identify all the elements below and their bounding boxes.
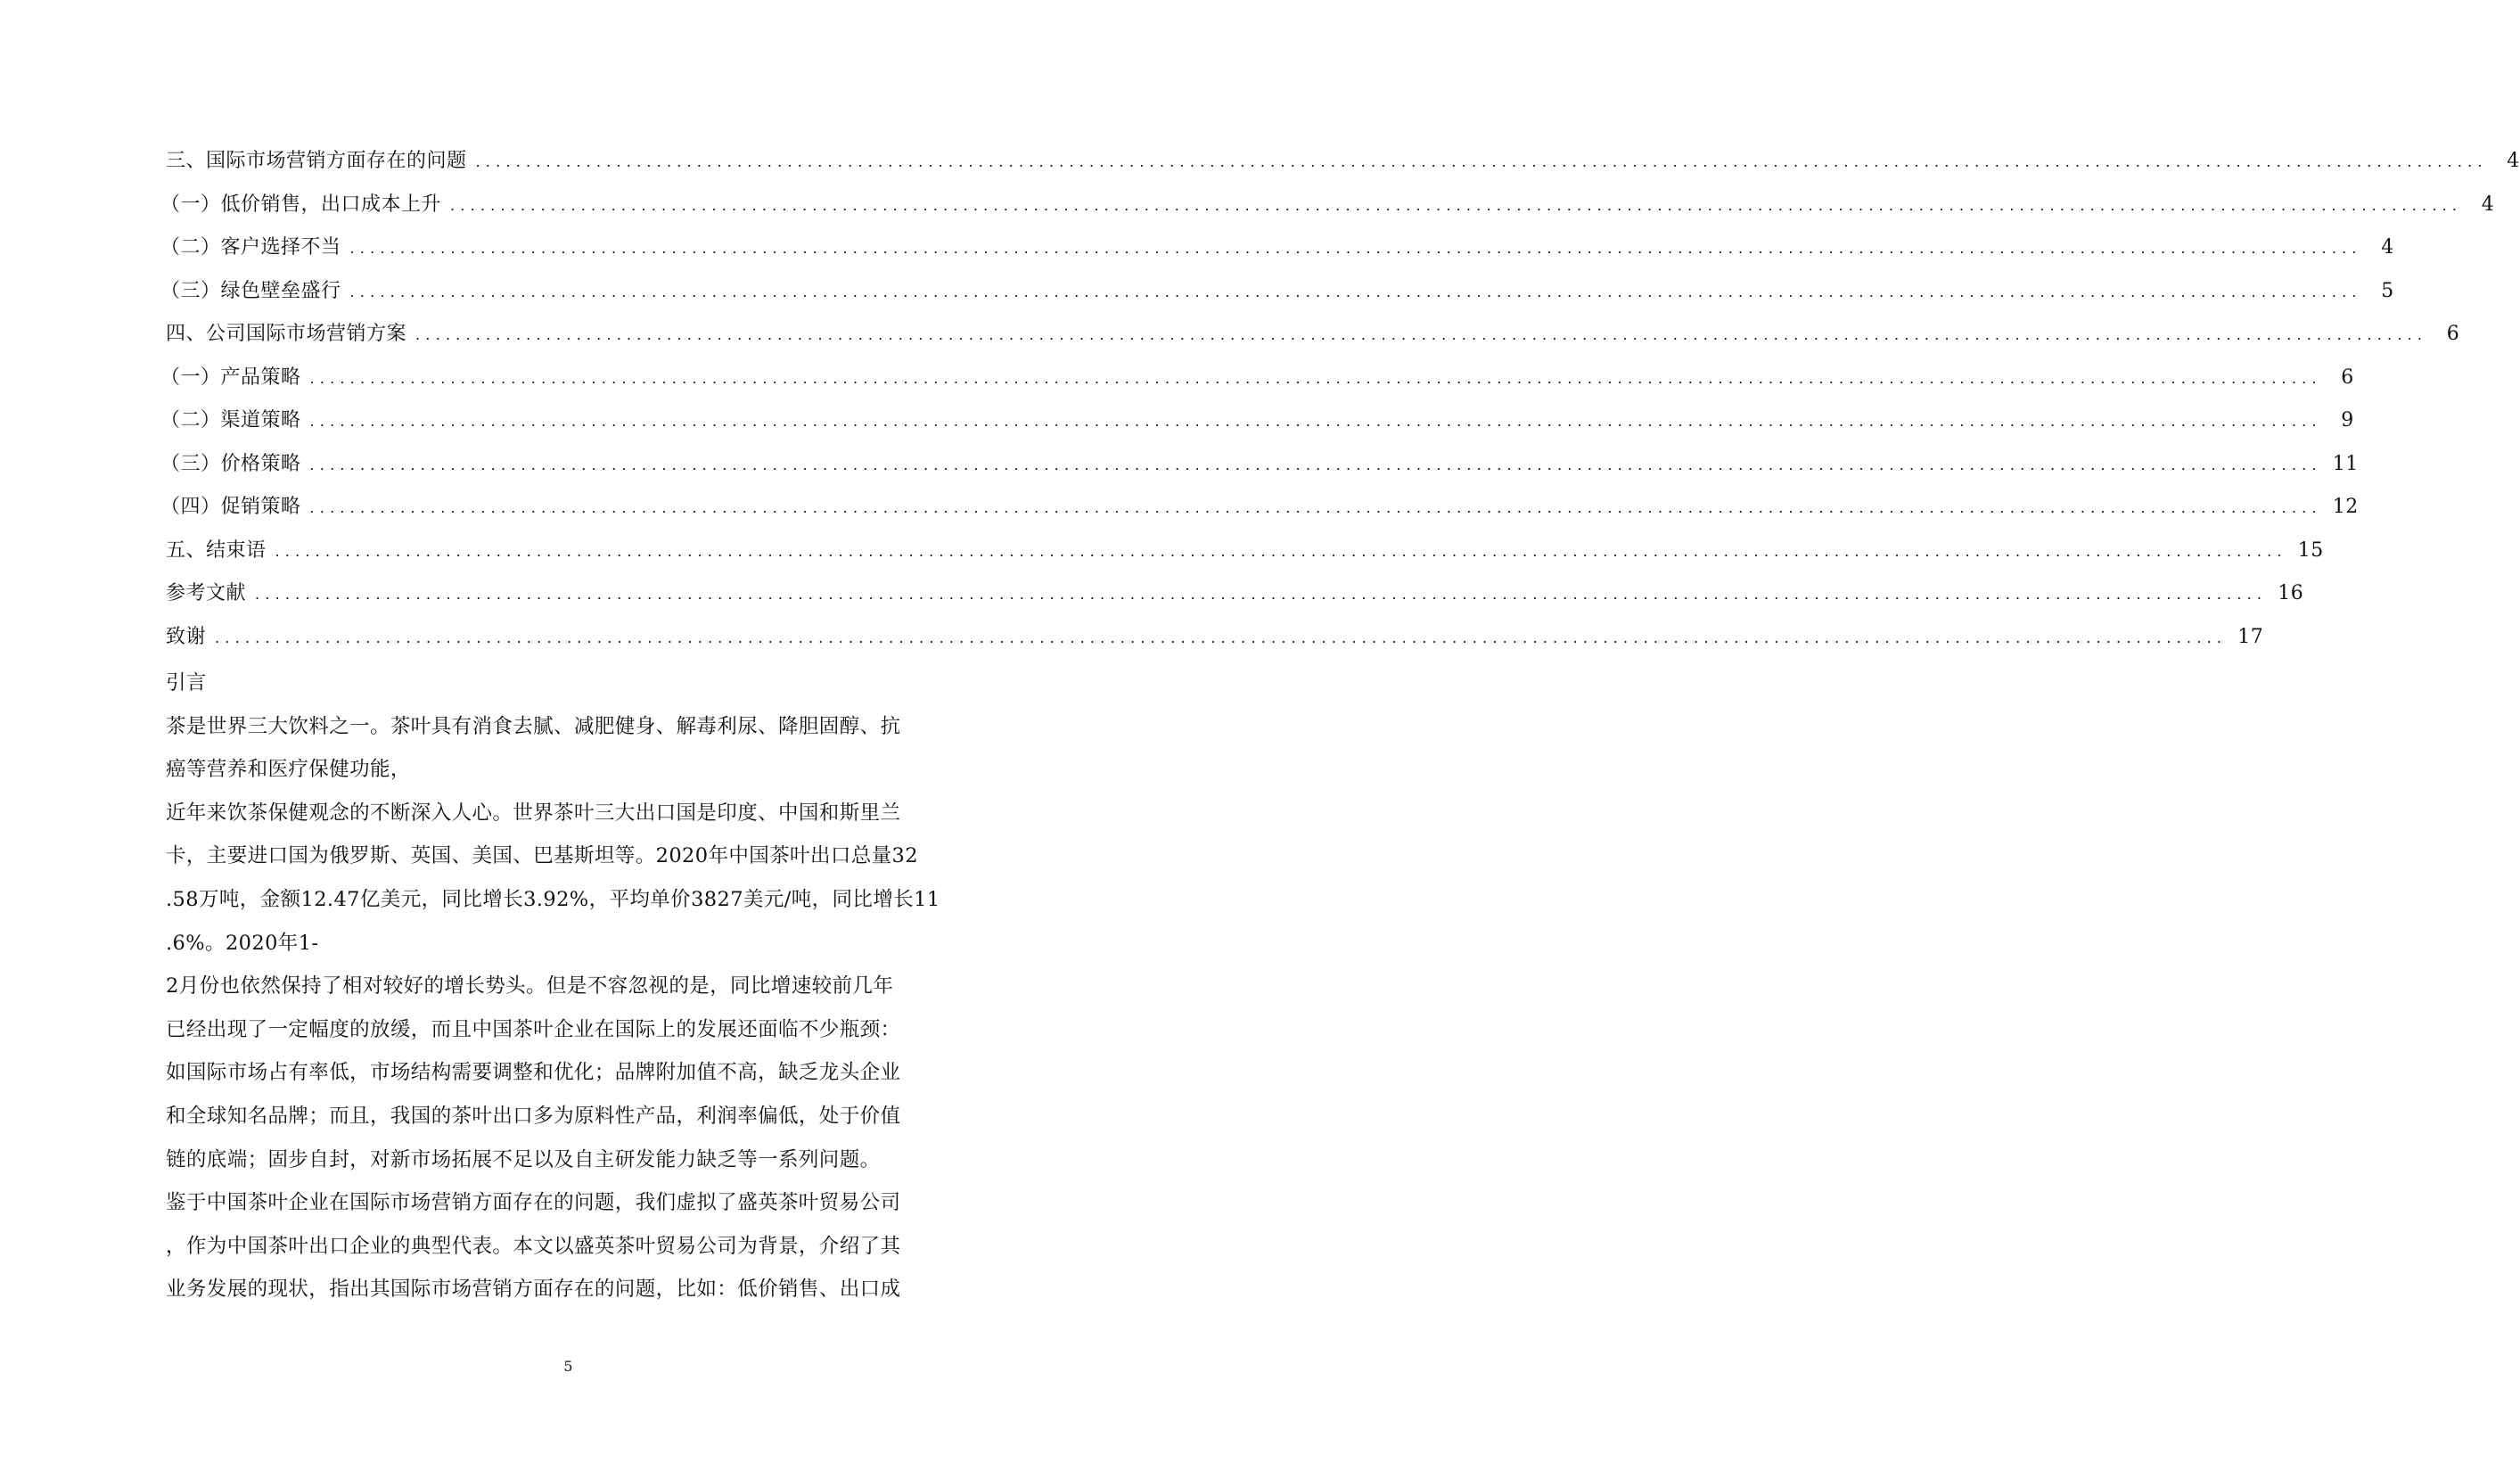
toc-entry-page: 6 <box>2341 366 2354 389</box>
toc-entry-title: （二）客户选择不当 <box>160 236 341 259</box>
paragraph-line: 链的底端；固步自封，对新市场拓展不足以及自主研发能力缺乏等一系列问题。 <box>166 1147 881 1171</box>
toc-dot-leader: ........................................................................................................................................................................................................ <box>255 586 2268 603</box>
toc-dot-leader: ........................................................................................................................................................................................................ <box>309 456 2322 473</box>
paragraph-line: 和全球知名品牌；而且，我国的茶叶出口多为原料性产品，利润率偏低，处于价值 <box>166 1104 901 1128</box>
toc-entry-title: （二）渠道策略 <box>160 409 301 431</box>
toc-dot-leader: ........................................................................................................................................................................................................ <box>450 196 2463 214</box>
paragraph-line: .6%。2020年1- <box>166 931 319 955</box>
toc-entry[interactable] <box>160 234 2394 278</box>
toc-entry[interactable] <box>160 365 2354 408</box>
toc-entry-title: （三）价格策略 <box>160 452 301 475</box>
toc-entry-title: 五、结束语 <box>166 538 267 562</box>
toc-dot-leader: ........................................................................................................................................................................................................ <box>415 326 2428 343</box>
toc-entry-title: （四）促销策略 <box>160 496 301 518</box>
toc-entry-page: 6 <box>2446 323 2460 345</box>
toc-dot-leader: ........................................................................................................................................................................................................ <box>475 153 2488 170</box>
toc-entry-title: 三、国际市场营销方面存在的问题 <box>166 150 467 172</box>
toc-entry[interactable] <box>160 451 2359 495</box>
toc-entry-page: 5 <box>2381 279 2394 302</box>
toc-entry[interactable] <box>166 580 2304 624</box>
toc-entry[interactable] <box>166 321 2460 365</box>
toc-dot-leader: ........................................................................................................................................................................................................ <box>309 413 2322 430</box>
toc-dot-leader: ........................................................................................................................................................................................................ <box>215 629 2228 646</box>
paragraph-line: 癌等营养和医疗保健功能， <box>166 758 411 782</box>
toc-entry-page: 4 <box>2507 150 2520 172</box>
toc-entry-page: 16 <box>2278 582 2304 604</box>
toc-dot-leader: ........................................................................................................................................................................................................ <box>309 369 2322 387</box>
toc-entry[interactable] <box>166 624 2264 668</box>
toc-entry-page: 11 <box>2332 452 2359 475</box>
toc-entry[interactable] <box>166 148 2520 192</box>
toc-entry-title: （一）产品策略 <box>160 366 301 389</box>
paragraph-line: 鉴于中国茶叶企业在国际市场营销方面存在的问题，我们虚拟了盛英茶叶贸易公司 <box>166 1191 901 1215</box>
paragraph-line: 近年来饮茶保健观念的不断深入人心。世界茶叶三大出口国是印度、中国和斯里兰 <box>166 801 901 825</box>
toc-entry-page: 4 <box>2481 193 2495 216</box>
toc-entry-page: 12 <box>2332 496 2359 518</box>
paragraph-line: 已经出现了一定幅度的放缓，而且中国茶叶企业在国际上的发展还面临不少瓶颈： <box>166 1017 901 1041</box>
paragraph-line: 业务发展的现状，指出其国际市场营销方面存在的问题，比如：低价销售、出口成 <box>166 1278 901 1302</box>
toc-entry-page: 4 <box>2381 236 2394 259</box>
toc-entry-page: 9 <box>2341 409 2354 431</box>
toc-dot-leader: ........................................................................................................................................................................................................ <box>309 499 2322 516</box>
toc-dot-leader: ........................................................................................................................................................................................................ <box>349 240 2362 257</box>
section-heading: 引言 <box>166 671 207 694</box>
toc-entry[interactable] <box>166 538 2324 581</box>
toc-entry[interactable] <box>160 278 2394 322</box>
table-of-contents <box>160 148 2520 667</box>
toc-entry-title: （一）低价销售，出口成本上升 <box>160 193 442 216</box>
paragraph-line: 2月份也依然保持了相对较好的增长势头。但是不容忽视的是，同比增速较前几年 <box>166 974 894 998</box>
toc-entry-page: 15 <box>2297 538 2324 562</box>
paragraph-line: .58万吨，金额12.47亿美元，同比增长3.92%，平均单价3827美元/吨，同比增长11 <box>166 887 940 911</box>
toc-entry[interactable] <box>160 192 2495 235</box>
paragraph-line: 茶是世界三大饮料之一。茶叶具有消食去腻、减肥健身、解毒利尿、降胆固醇、抗 <box>166 714 901 738</box>
toc-entry-title: 致谢 <box>166 625 207 648</box>
toc-entry-title: 四、公司国际市场营销方案 <box>166 323 407 345</box>
page-number: 5 <box>563 1358 573 1375</box>
paragraph-line: 如国际市场占有率低，市场结构需要调整和优化；品牌附加值不高，缺乏龙头企业 <box>166 1061 901 1085</box>
toc-dot-leader: ........................................................................................................................................................................................................ <box>275 542 2287 560</box>
toc-entry-title: （三）绿色壁垒盛行 <box>160 279 341 302</box>
toc-entry-title: 参考文献 <box>166 582 247 604</box>
toc-entry[interactable] <box>160 407 2354 451</box>
body-text <box>166 662 968 1311</box>
toc-entry-page: 17 <box>2237 625 2264 648</box>
paragraph-line: 卡，主要进口国为俄罗斯、英国、美国、巴基斯坦等。2020年中国茶叶出口总量32 <box>166 844 918 868</box>
toc-dot-leader: ........................................................................................................................................................................................................ <box>349 283 2362 300</box>
toc-entry[interactable] <box>160 494 2359 538</box>
paragraph-line: ，作为中国茶叶出口企业的典型代表。本文以盛英茶叶贸易公司为背景，介绍了其 <box>166 1234 901 1258</box>
